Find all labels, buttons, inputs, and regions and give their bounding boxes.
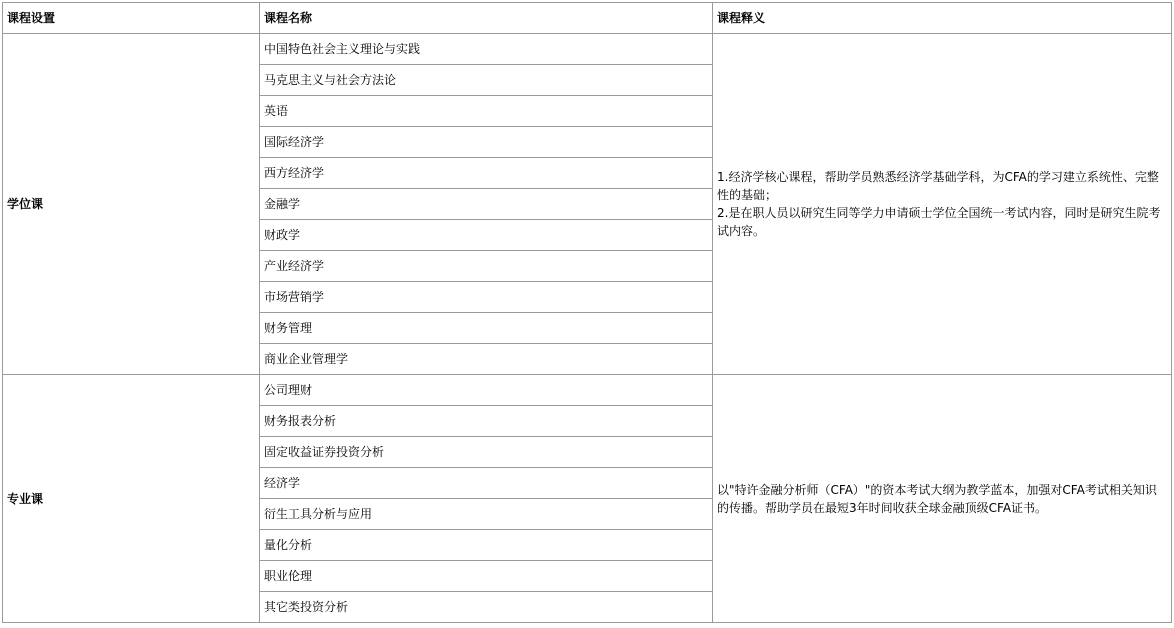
table-header-row (3, 3, 1172, 34)
description-paragraph: 2.是在职人员以研究生同等学力申请硕士学位全国统一考试内容，同时是研究生院考试内容。 (717, 206, 1161, 238)
course-name-cell: 产业经济学 (260, 251, 713, 282)
header-course-setting: 课程设置 (3, 3, 260, 34)
table-row (3, 375, 1172, 406)
course-name-cell: 经济学 (260, 468, 713, 499)
course-name-cell: 其它类投资分析 (260, 592, 713, 623)
course-name-cell: 中国特色社会主义理论与实践 (260, 34, 713, 65)
course-name-cell: 市场营销学 (260, 282, 713, 313)
course-name-cell: 职业伦理 (260, 561, 713, 592)
course-name-cell: 财政学 (260, 220, 713, 251)
course-name-cell: 商业企业管理学 (260, 344, 713, 375)
course-name-cell: 固定收益证券投资分析 (260, 437, 713, 468)
course-name-cell: 金融学 (260, 189, 713, 220)
category-cell: 学位课 (3, 34, 260, 375)
course-name-cell: 国际经济学 (260, 127, 713, 158)
course-name-cell: 马克思主义与社会方法论 (260, 65, 713, 96)
header-course-description: 课程释义 (713, 3, 1172, 34)
course-name-cell: 财务报表分析 (260, 406, 713, 437)
course-name-cell: 财务管理 (260, 313, 713, 344)
category-cell: 专业课 (3, 375, 260, 623)
course-table (2, 2, 1172, 623)
description-paragraph: 1.经济学核心课程，帮助学员熟悉经济学基础学科，为CFA的学习建立系统性、完整性的基础； (717, 170, 1159, 202)
table-row (3, 34, 1172, 65)
course-name-cell: 英语 (260, 96, 713, 127)
course-description-cell (713, 34, 1172, 375)
course-name-cell: 西方经济学 (260, 158, 713, 189)
header-course-name: 课程名称 (260, 3, 713, 34)
description-paragraph: 以"特许金融分析师（CFA）"的资本考试大纲为教学蓝本，加强对CFA考试相关知识的传播。帮助学员在最短3年时间收获全球金融顶级CFA证书。 (717, 482, 1157, 515)
course-description-cell (713, 375, 1172, 623)
course-name-cell: 公司理财 (260, 375, 713, 406)
course-name-cell: 衍生工具分析与应用 (260, 499, 713, 530)
course-name-cell: 量化分析 (260, 530, 713, 561)
